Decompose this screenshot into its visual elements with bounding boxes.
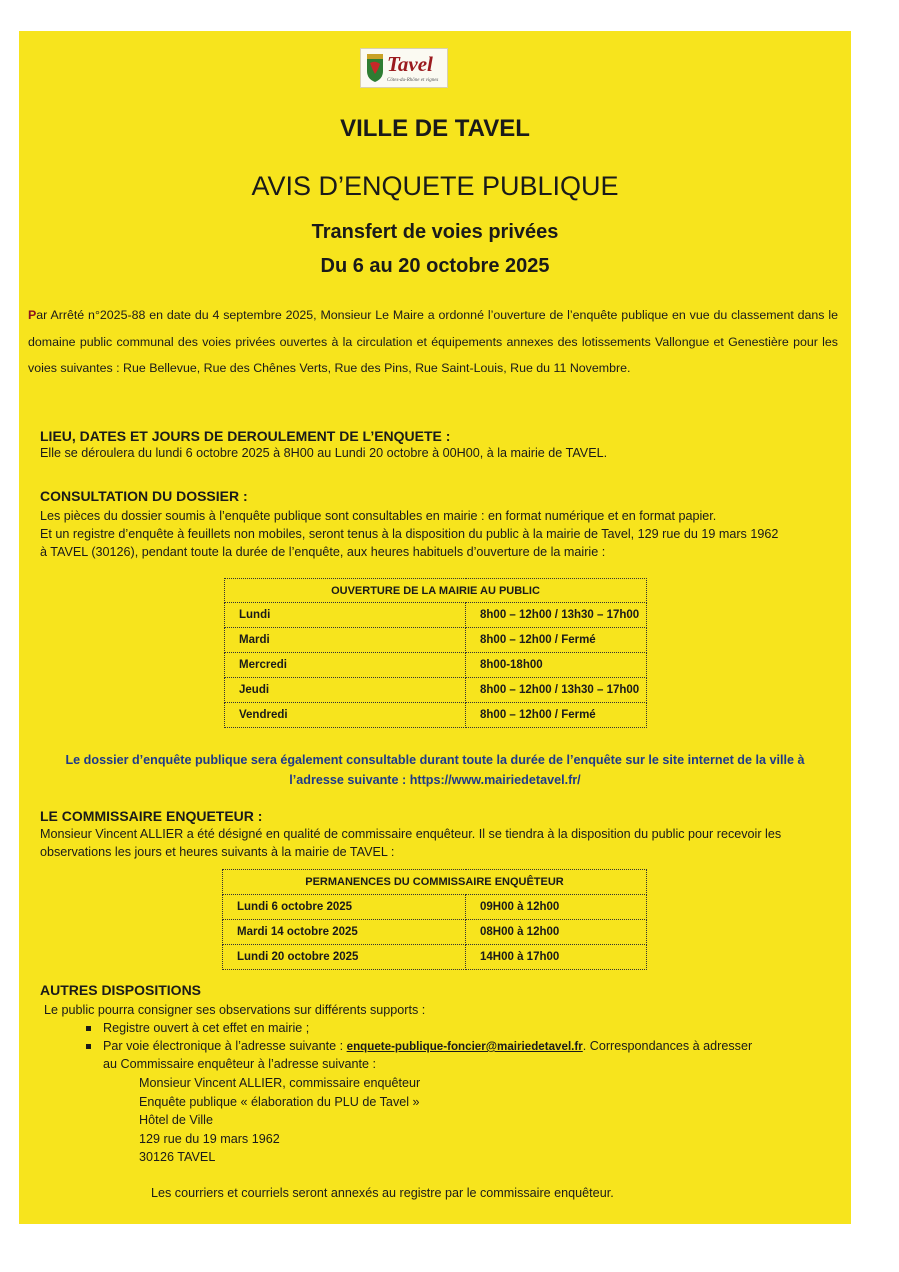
email-link[interactable]: enquete-publique-foncier@mairiedetavel.fr <box>346 1040 583 1053</box>
table-row <box>225 678 647 703</box>
day-cell: Mercredi <box>225 653 466 678</box>
table-header-row <box>223 870 647 895</box>
table-row <box>225 703 647 728</box>
date-cell: Lundi 6 octobre 2025 <box>223 895 466 920</box>
permanences-table <box>222 869 647 970</box>
logo-tagline: Côtes-du-Rhône et vignes <box>387 78 439 83</box>
hours-cell: 8h00 – 12h00 / Fermé <box>466 628 647 653</box>
table-row <box>223 920 647 945</box>
notice-type: AVIS D’ENQUETE PUBLIQUE <box>251 171 619 201</box>
hours-cell: 8h00-18h00 <box>466 653 647 678</box>
intro-dropcap: P <box>28 308 37 322</box>
bullet-square-icon <box>86 1044 91 1049</box>
consultation-heading: CONSULTATION DU DOSSIER : <box>40 488 248 504</box>
postal-address <box>139 1074 420 1167</box>
autres-heading: AUTRES DISPOSITIONS <box>40 982 202 998</box>
day-cell: Mardi <box>225 628 466 653</box>
table-row <box>225 603 647 628</box>
online-notice-line-1: Le dossier d’enquête publique sera également consultable durant toute la durée de l’enquête sur le site internet de la ville à <box>65 753 805 767</box>
lieu-text: Elle se déroulera du lundi 6 octobre 2025 à 8H00 au Lundi 20 octobre à 00H00, à la mairie de TAVEL. <box>40 446 608 460</box>
permanences-header: PERMANENCES DU COMMISSAIRE ENQUÊTEUR <box>223 870 647 895</box>
notice-poster <box>19 31 851 1224</box>
hours-cell: 8h00 – 12h00 / Fermé <box>466 703 647 728</box>
address-line: Monsieur Vincent ALLIER, commissaire enquêteur <box>139 1076 421 1090</box>
lieu-heading: LIEU, DATES ET JOURS DE DEROULEMENT DE L’ENQUETE : <box>40 428 451 444</box>
notice-topic: Transfert de voies privées <box>311 221 559 243</box>
online-notice-line-2: l’adresse suivante : https://www.mairiedetavel.fr/ <box>289 773 581 787</box>
intro-paragraph <box>28 302 838 382</box>
hours-cell: 09H00 à 12h00 <box>466 895 647 920</box>
bullet-1-text: Registre ouvert à cet effet en mairie ; <box>103 1021 310 1035</box>
commissaire-line-1: Monsieur Vincent ALLIER a été désigné en qualité de commissaire enquêteur. Il se tiendra à la disposition du public pour recevoir les <box>40 827 782 841</box>
list-item <box>86 1037 752 1056</box>
opening-hours-table <box>224 578 647 728</box>
day-cell: Lundi <box>225 603 466 628</box>
table-row <box>223 945 647 970</box>
table-row <box>225 653 647 678</box>
page-title: VILLE DE TAVEL <box>340 115 530 142</box>
date-cell: Lundi 20 octobre 2025 <box>223 945 466 970</box>
date-cell: Mardi 14 octobre 2025 <box>223 920 466 945</box>
table-row <box>223 895 647 920</box>
hours-cell: 14H00 à 17h00 <box>466 945 647 970</box>
opening-hours-header: OUVERTURE DE LA MAIRIE AU PUBLIC <box>225 579 647 603</box>
consultation-line-1: Les pièces du dossier soumis à l’enquête publique sont consultables en mairie : en format numérique et en format papier. <box>40 509 717 523</box>
table-row <box>225 628 647 653</box>
table-header-row <box>225 579 647 603</box>
address-line: Enquête publique « élaboration du PLU de Tavel » <box>139 1094 420 1109</box>
tavel-logo <box>360 48 448 88</box>
bullet-2-prefix: Par voie électronique à l’adresse suivante : <box>103 1039 347 1053</box>
logo-wordmark: Tavel <box>387 52 433 76</box>
day-cell: Jeudi <box>225 678 466 703</box>
commissaire-line-2: observations les jours et heures suivants à la mairie de TAVEL : <box>40 845 395 859</box>
address-line: Hôtel de Ville <box>139 1113 213 1127</box>
hours-cell: 8h00 – 12h00 / 13h30 – 17h00 <box>466 603 647 628</box>
consultation-line-2: Et un registre d’enquête à feuillets non mobiles, seront tenus à la disposition du public à la mairie de Tavel, 129 rue du 19 mars 1962 <box>40 527 779 541</box>
consultation-line-3: à TAVEL (30126), pendant toute la durée de l’enquête, aux heures habituels d’ouverture de la mairie : <box>40 545 606 559</box>
coat-of-arms-icon <box>366 54 384 82</box>
list-item <box>86 1019 309 1037</box>
autres-intro: Le public pourra consigner ses observations sur différents supports : <box>44 1003 426 1017</box>
notice-dates: Du 6 au 20 octobre 2025 <box>320 255 550 277</box>
bullet-square-icon <box>86 1026 91 1031</box>
bullet-2-suffix: . Correspondances à adresser <box>582 1039 753 1053</box>
intro-text: ar Arrêté n°2025-88 en date du 4 septembre 2025, Monsieur Le Maire a ordonné l’ouverture de l’enquête publique en vue du classement dans le domaine public communal des voies privées ouvertes à la circulation et équipements annexes des lotissements Vallongue et Genestière pour les voies suivantes : Rue Bellevue, Rue des Chênes Verts, Rue des Pins, Rue Saint-Louis, Rue du 11 Novembre. <box>28 308 838 375</box>
bullet-2-line-2: au Commissaire enquêteur à l’adresse suivante : <box>103 1057 377 1071</box>
hours-cell: 8h00 – 12h00 / 13h30 – 17h00 <box>466 678 647 703</box>
commissaire-heading: LE COMMISSAIRE ENQUETEUR : <box>40 808 263 824</box>
day-cell: Vendredi <box>225 703 466 728</box>
closing-note: Les courriers et courriels seront annexés au registre par le commissaire enquêteur. <box>151 1186 614 1200</box>
address-line: 30126 TAVEL <box>139 1150 216 1164</box>
address-line: 129 rue du 19 mars 1962 <box>139 1131 280 1146</box>
hours-cell: 08H00 à 12h00 <box>466 920 647 945</box>
